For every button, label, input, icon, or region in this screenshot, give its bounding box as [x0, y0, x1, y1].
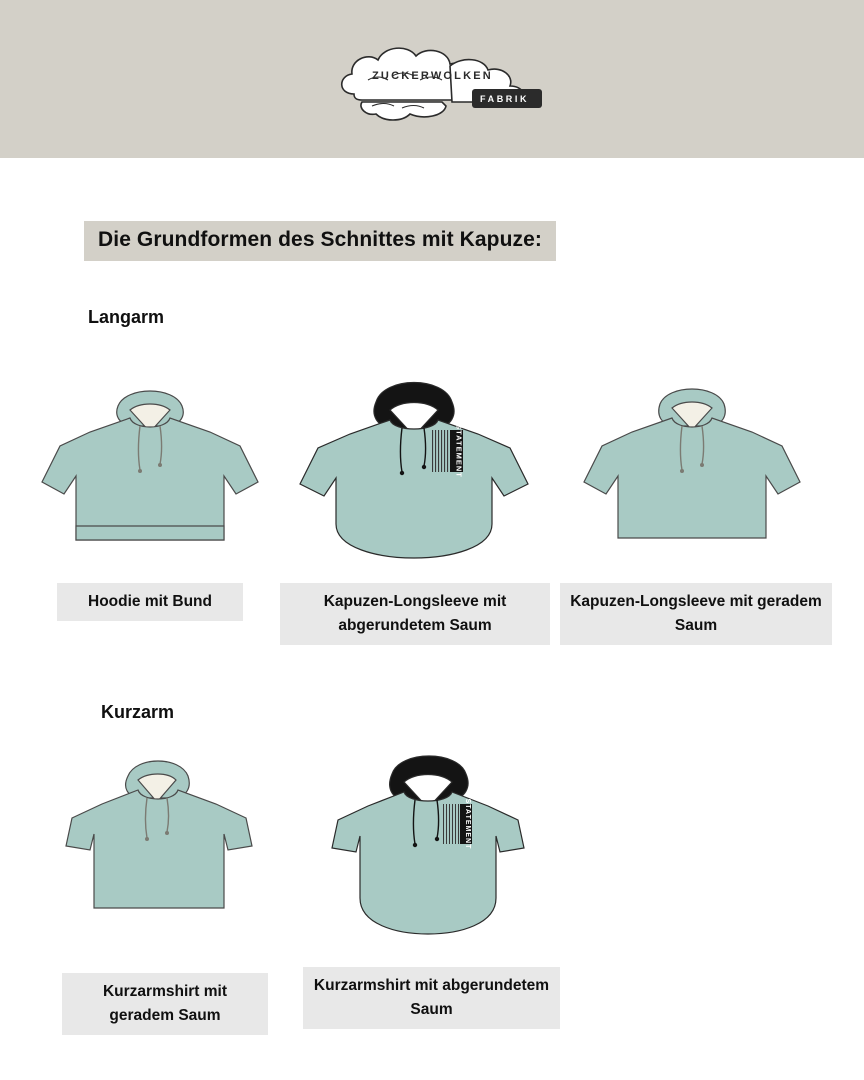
garment-caption-longsleeve-rounded: Kapuzen-Longsleeve mit abgerundetem Saum: [280, 583, 550, 645]
page-title: [84, 221, 556, 261]
header-banner: [0, 0, 864, 158]
garment-caption-shortsleeve-straight: Kurzarmshirt mit geradem Saum: [62, 973, 268, 1035]
hooded-longsleeve-rounded-hem-illustration: [292, 368, 542, 578]
section-heading-kurzarm: Kurzarm: [101, 702, 175, 722]
hoodie-with-waistband-illustration: [30, 370, 270, 570]
garment-figure-shortsleeve-rounded: [310, 748, 560, 948]
garment-figure-longsleeve-rounded: [292, 368, 542, 578]
logo-brand-text: ZUCKERWOLKEN: [372, 70, 493, 82]
svg-text:STATEMENT: STATEMENT: [464, 798, 471, 850]
hooded-shortsleeve-straight-hem-illustration: [40, 748, 280, 928]
garment-figure-shortsleeve-straight: [40, 748, 280, 928]
logo-sub-text: FABRIK: [480, 94, 530, 104]
garment-caption-hoodie-mit-bund: Hoodie mit Bund: [57, 583, 243, 621]
section-heading-langarm: Langarm: [88, 307, 165, 327]
garment-figure-longsleeve-straight: [570, 370, 820, 570]
logo: [332, 36, 562, 126]
svg-text:STATEMENT: STATEMENT: [454, 424, 464, 478]
garment-caption-shortsleeve-rounded: Kurzarmshirt mit abgerundetem Saum: [303, 967, 560, 1029]
page-title-text: Die Grundformen des Schnittes mit Kapuze:: [98, 228, 542, 251]
garment-figure-hoodie-mit-bund: [30, 370, 270, 570]
hooded-shortsleeve-rounded-hem-illustration: [310, 748, 560, 948]
hooded-longsleeve-straight-hem-illustration: [570, 370, 820, 570]
garment-caption-longsleeve-straight: Kapuzen-Longsleeve mit geradem Saum: [560, 583, 832, 645]
